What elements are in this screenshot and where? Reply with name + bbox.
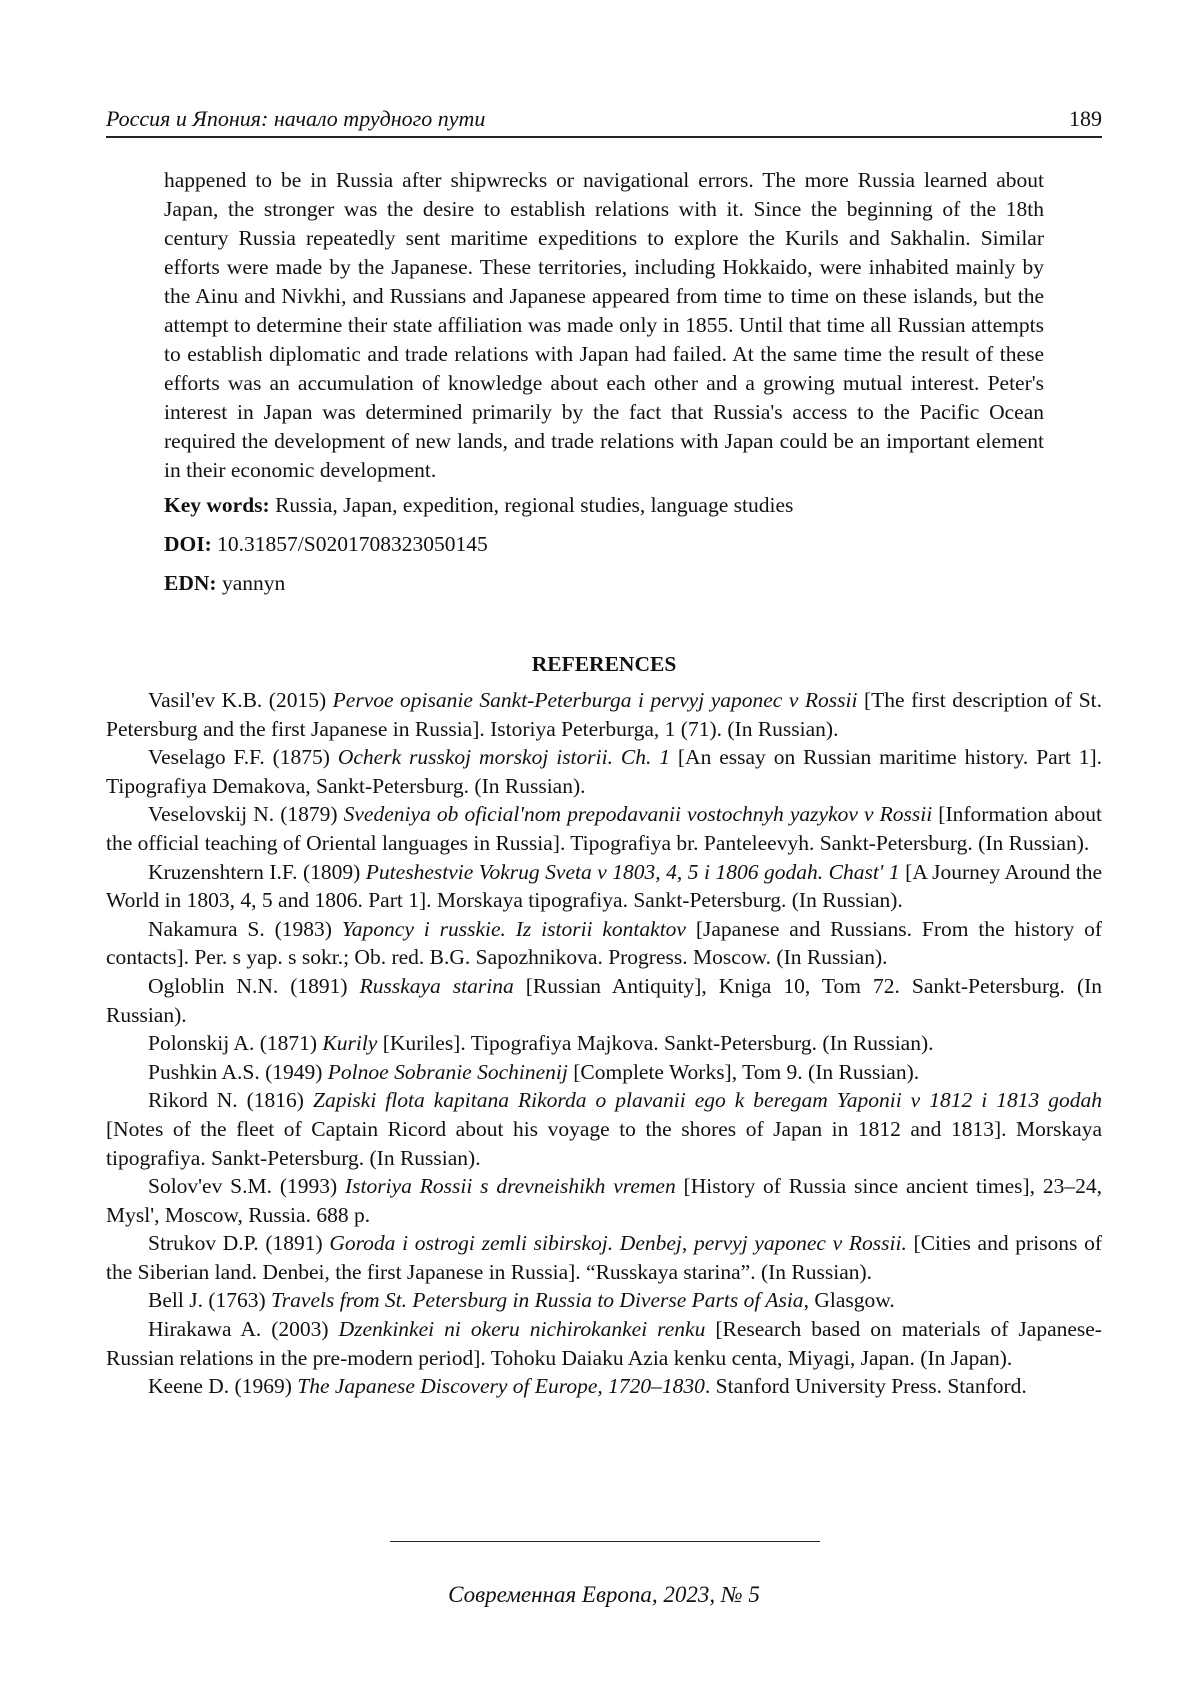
doi-line (164, 530, 1044, 559)
reference-item: Kruzenshtern I.F. (1809) Puteshestvie Vokrug Sveta v 1803, 4, 5 i 1806 godah. Chast' 1 [A Journey Around the World in 1803, 4, 5 and 1806. Part 1]. Morskaya tipografiya. Sankt-Petersburg. (In Russian). (106, 859, 1102, 913)
edn-value: yannyn (221, 571, 286, 595)
keywords-line (164, 491, 1044, 520)
references-list (106, 686, 1102, 1401)
running-header (106, 106, 1102, 138)
footer-divider (390, 1541, 820, 1542)
reference-item: Polonskij A. (1871) Kurily [Kuriles]. Tipografiya Majkova. Sankt-Petersburg. (In Russian). (148, 1031, 934, 1056)
reference-item: Veselago F.F. (1875) Ocherk russkoj morskoj istorii. Ch. 1 [An essay on Russian maritime history. Part 1]. Tipografiya Demakova, Sankt-Petersburg. (In Russian). (106, 745, 1103, 798)
reference-item: Solov'ev S.M. (1993) Istoriya Rossii s drevneishikh vremen [History of Russia since ancient times], 23–24, Mysl', Moscow, Russia. 688 p. (106, 1174, 1102, 1227)
doi-value[interactable]: 10.31857/S0201708323050145 (217, 532, 488, 556)
journal-footer: Современная Европа, 2023, № 5 (448, 1582, 760, 1607)
abstract (164, 166, 1044, 598)
reference-item: Veselovskij N. (1879) Svedeniya ob oficial'nom prepodavanii vostochnyh yazykov v Rossii [Information about the official teaching of Oriental languages in Russia]. Tipografiya br. Panteleevyh. Sankt-Petersburg. (In Russian). (106, 802, 1103, 855)
doi-label: DOI: (164, 532, 212, 556)
edn-label: EDN: (164, 571, 217, 595)
keywords-label: Key words: (164, 493, 270, 517)
reference-item: Hirakawa A. (2003) Dzenkinkei ni okeru nichirokankei renku [Research based on materials of Japanese-Russian relations in the pre-modern period]. Tohoku Daiaku Azia kenku centa, Miyagi, Japan. (In Japan). (106, 1317, 1102, 1370)
reference-item: Bell J. (1763) Travels from St. Petersburg in Russia to Diverse Parts of Asia, Glasgow. (148, 1288, 895, 1313)
abstract-text: happened to be in Russia after shipwrecks or navigational errors. The more Russia learned about Japan, the stronger was the desire to establish relations with it. Since the beginning of the 18th century Russia repeatedly sent maritime expeditions to explore the Kurils and Sakhalin. Similar efforts were made by the Japanese. These territories, including Hokkaido, were inhabited mainly by the Ainu and Nivkhi, and Russians and Japanese appeared from time to time on these islands, but the attempt to determine their state affiliation was made only in 1855. Until that time all Russian attempts to establish diplomatic and trade relations with Japan had failed. At the same time the result of these efforts was an accumulation of knowledge about each other and a growing mutual interest. Peter's interest in Japan was determined primarily by the fact that Russia's access to the Pacific Ocean required the development of new lands, and trade relations with Japan could be an important element in their economic development. (164, 168, 1044, 482)
reference-item: Keene D. (1969) The Japanese Discovery of Europe, 1720–1830. Stanford University Press. Stanford. (148, 1374, 1027, 1399)
reference-item: Nakamura S. (1983) Yaponcy i russkie. Iz istorii kontaktov [Japanese and Russians. From the history of contacts]. Per. s yap. s sokr.; Ob. red. B.G. Sapozhnikova. Progress. Moscow. (In Russian). (106, 916, 1102, 970)
page-number: 189 (1069, 106, 1102, 131)
reference-item: Strukov D.P. (1891) Goroda i ostrogi zemli sibirskoj. Denbej, pervyj yaponec v Rossii. [Cities and prisons of the Siberian land. Denbei, the first Japanese in Russia]. “Russkaya starina”. (In Russian). (106, 1231, 1102, 1284)
reference-item: Ogloblin N.N. (1891) Russkaya starina [Russian Antiquity], Kniga 10, Tom 72. Sankt-Petersburg. (In Russian). (106, 973, 1103, 1027)
references-heading: REFERENCES (531, 652, 677, 676)
keywords-value: Russia, Japan, expedition, regional studies, language studies (275, 493, 794, 517)
reference-item: Rikord N. (1816) Zapiski flota kapitana Rikorda o plavanii ego k beregam Yaponii v 1812 i 1813 godah [Notes of the fleet of Captain Ricord about his voyage to the shores of Japan in 1812 and 1813]. Morskaya tipografiya. Sankt-Petersburg. (In Russian). (106, 1088, 1102, 1170)
reference-item: Pushkin A.S. (1949) Polnoe Sobranie Sochinenij [Complete Works], Tom 9. (In Russian). (148, 1059, 920, 1084)
edn-line (164, 569, 1044, 598)
running-title: Россия и Япония: начало трудного пути (106, 106, 486, 131)
reference-item: Vasil'ev K.B. (2015) Pervoe opisanie Sankt-Peterburga i pervyj yaponec v Rossii [The first description of St. Petersburg and the first Japanese in Russia]. Istoriya Peterburga, 1 (71). (In Russian). (106, 688, 1103, 741)
